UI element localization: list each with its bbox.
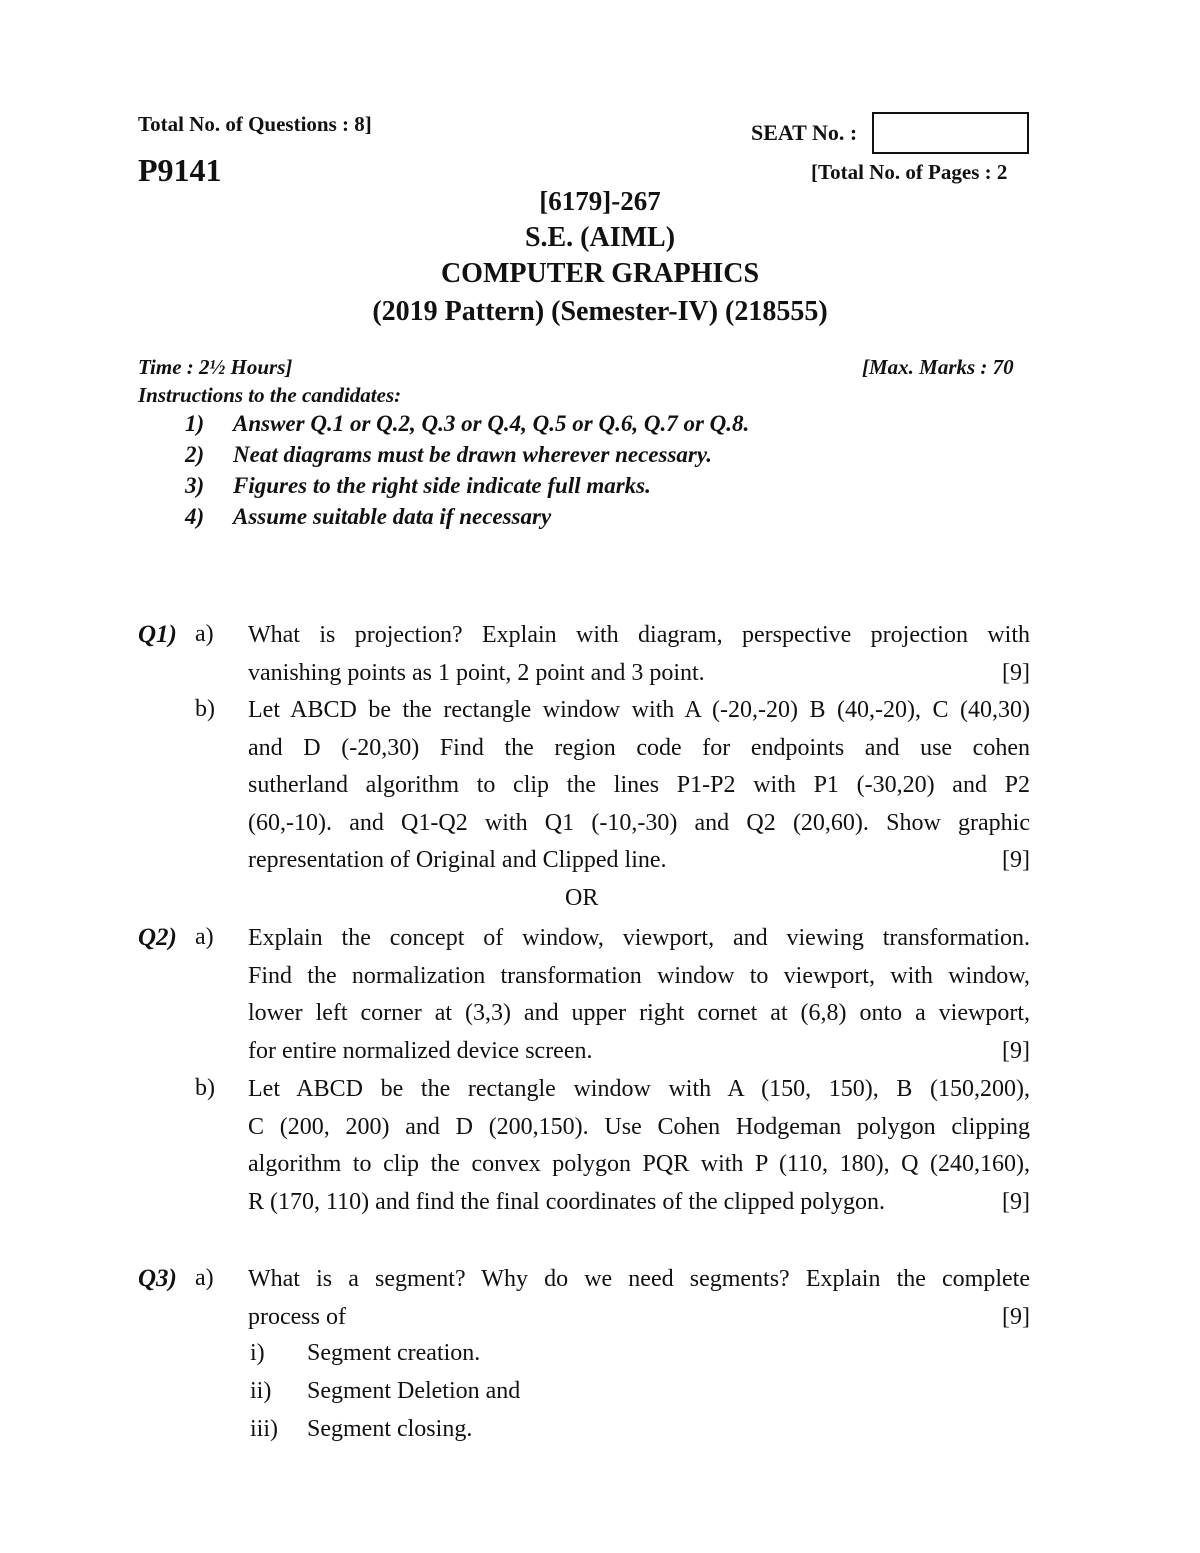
question-label-q3: Q3) [138,1265,177,1292]
course-title: S.E. (AIML) [524,222,676,253]
seat-no-label: SEAT No. : [751,120,858,145]
marks: [9] [1002,847,1030,873]
question-line-final [248,1184,1030,1222]
or-separator: OR [565,885,599,911]
max-marks: [Max. Marks : 70 [862,355,1014,379]
question-line: R (170, 110) and find the final coordinates of the clipped polygon. [248,1188,885,1215]
question-line: Let ABCD be the rectangle window with A (-20,-20) B (40,-20), C (40,30) [248,697,1030,723]
subitem-number: iii) [250,1416,278,1442]
q2-part-b-text [248,1071,1030,1221]
q3-part-a-label: a) [195,1265,214,1291]
pattern-title: (2019 Pattern) (Semester-IV) (218555) [372,296,828,327]
instruction-text: Figures to the right side indicate full marks. [233,473,651,498]
subitem-text: Segment creation. [307,1340,481,1366]
q1-part-b-text [248,692,1030,880]
question-line: algorithm to clip the convex polygon PQR with P (110, 180), Q (240,160), [248,1151,1030,1177]
instructions-title: Instructions to the candidates: [138,383,402,407]
question-label-q2: Q2) [138,924,177,951]
exam-time: Time : 2½ Hours] [138,355,293,379]
question-line: for entire normalized device screen. [248,1037,593,1064]
total-questions: Total No. of Questions : 8] [138,112,372,136]
subitem-number: ii) [250,1378,272,1404]
subitem-text: Segment closing. [307,1416,473,1442]
seat-no-box [872,112,1029,154]
marks: [9] [1002,1303,1030,1330]
subitem-number: i) [250,1340,265,1366]
instruction-number: 3) [185,473,205,498]
exam-code: [6179]-267 [539,186,661,216]
question-line: Let ABCD be the rectangle window with A (150, 150), B (150,200), [248,1076,1030,1102]
total-pages: [Total No. of Pages : 2 [811,160,1008,184]
q3-part-a-text [248,1261,1030,1336]
instruction-number: 4) [185,504,205,529]
question-line-final [248,1299,1030,1337]
question-line: C (200, 200) and D (200,150). Use Cohen Hodgeman polygon clipping [248,1113,1030,1140]
instruction-text: Neat diagrams must be drawn wherever necessary. [233,442,712,467]
instruction-text: Answer Q.1 or Q.2, Q.3 or Q.4, Q.5 or Q.6, Q.7 or Q.8. [233,411,750,436]
q1-part-a-text [248,617,1030,692]
question-line: Find the normalization transformation window to viewport, with window, [248,962,1030,989]
question-line: lower left corner at (3,3) and upper right cornet at (6,8) onto a viewport, [248,1000,1030,1026]
question-line: What is projection? Explain with diagram, perspective projection with [248,622,1030,648]
marks: [9] [1002,1037,1030,1064]
question-line: process of [248,1303,346,1330]
subitem-text: Segment Deletion and [307,1378,521,1404]
subject-title: COMPUTER GRAPHICS [440,258,760,289]
question-line: representation of Original and Clipped line. [248,847,667,873]
question-line: vanishing points as 1 point, 2 point and 3 point. [248,659,705,686]
question-line: (60,-10). and Q1-Q2 with Q1 (-10,-30) and Q2 (20,60). Show graphic [248,809,1030,836]
instruction-number: 2) [185,442,205,467]
q2-part-b-label: b) [195,1075,215,1101]
question-line-final [248,842,1030,880]
q2-part-a-text [248,920,1030,1070]
paper-code: P9141 [138,152,222,188]
question-line: and D (-20,30) Find the region code for endpoints and use cohen [248,734,1030,761]
question-line: sutherland algorithm to clip the lines P1-P2 with P1 (-30,20) and P2 [248,772,1030,798]
question-line: What is a segment? Why do we need segments? Explain the complete [248,1266,1030,1292]
question-line: Explain the concept of window, viewport, and viewing transformation. [248,925,1030,951]
question-line-final [248,655,1030,693]
question-label-q1: Q1) [138,621,177,648]
q1-part-a-label: a) [195,621,214,647]
marks: [9] [1002,1188,1030,1215]
q2-part-a-label: a) [195,924,214,950]
instruction-text: Assume suitable data if necessary [233,504,552,529]
instruction-number: 1) [185,411,205,436]
question-line-final [248,1033,1030,1071]
marks: [9] [1002,659,1030,686]
q1-part-b-label: b) [195,696,215,722]
